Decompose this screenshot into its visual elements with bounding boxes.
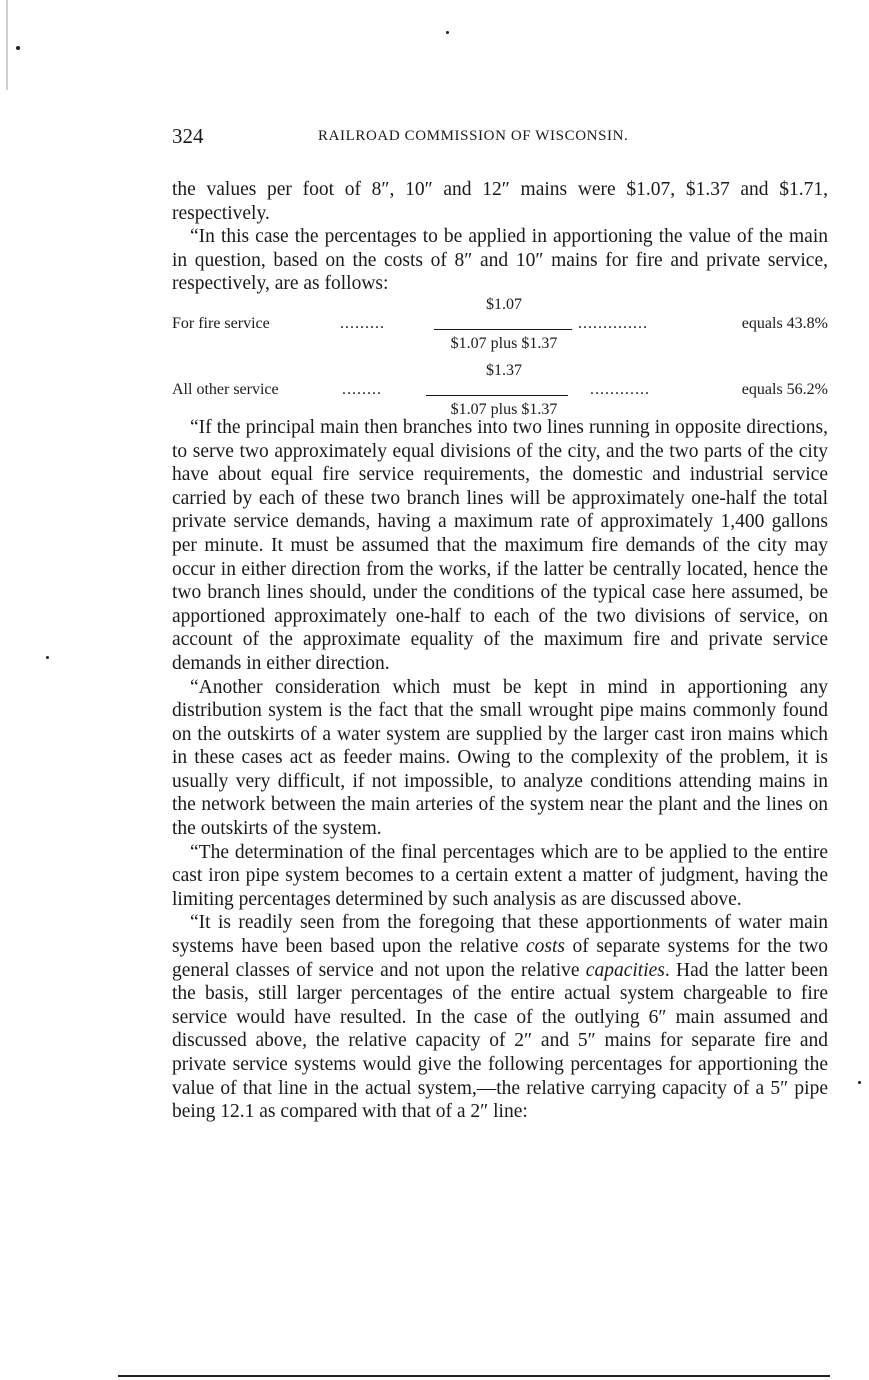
fraction-table (172, 295, 828, 418)
dot-leader: ............ (590, 380, 650, 398)
emphasis-capacities: capacities (585, 959, 665, 981)
page-header (172, 124, 828, 154)
paragraph: “The determination of the final percentages which are to be applied to the entire cast iron pipe system becomes to a certain extent a matter of judgment, having the limiting percentages determined by such analysis as are discussed above. (172, 841, 828, 910)
body-text (172, 178, 828, 1124)
fraction-numerator: $1.37 (486, 361, 522, 379)
paragraph-text: . Had the latter been the basis, still larger percentages of the entire actual system chargeable to fire service would have resulted. In the case of the outlying 6″ main assumed and discussed above, the relative capacity of 2″ and 5″ mains for separate fire and private service systems would give the following percentages for apportioning the value of that line in the actual system,—the relative carrying capacity of a 5″ pipe being 12.1 as compared with that of a 2″ line: (172, 959, 828, 1123)
scan-speck (16, 46, 20, 50)
fraction-result: equals 56.2% (741, 380, 828, 398)
fraction-bar (426, 395, 568, 396)
scan-speck (446, 31, 449, 34)
bottom-rule (118, 1375, 830, 1377)
scan-speck (858, 1081, 861, 1084)
dot-leader: .............. (578, 314, 648, 332)
running-head: RAILROAD COMMISSION OF WISCONSIN. (318, 128, 629, 144)
dot-leader: ........ (342, 380, 382, 398)
fraction-numerator: $1.07 (486, 295, 522, 313)
fraction-row-fire (172, 296, 828, 352)
paragraph: “In this case the percentages to be applied in apportioning the value of the main in question, based on the costs of 8″ and 10″ mains for fire and private service, respectively, are as follows: (172, 226, 828, 295)
fraction-result: equals 43.8% (741, 314, 828, 332)
page-number: 324 (172, 124, 204, 148)
dot-leader: ......... (340, 314, 385, 332)
emphasis-costs: costs (525, 936, 565, 958)
fraction-bar (434, 329, 572, 330)
paragraph-text: “It is readily seen from the foregoing that these apportionments of water main systems have been based upon the relative (172, 912, 828, 958)
paragraph: “Another consideration which must be kept in mind in apportioning any distribution system is the fact that the small wrought pipe mains commonly found on the outskirts of a water system are supplied by the larger cast iron mains which in these cases act as feeder mains. Owing to the complexity of the problem, it is usually very difficult, if not impossible, to analyze conditions attending mains in the network between the main arteries of the system near the plant and the lines on the outskirts of the system. (172, 676, 828, 840)
paragraph: the values per foot of 8″, 10″ and 12″ mains were $1.07, $1.37 and $1.71, respectively. (172, 179, 828, 224)
fraction-denominator: $1.07 plus $1.37 (450, 334, 558, 352)
paragraph-text: of separate systems for the two general classes of service and not upon the relative (172, 936, 828, 981)
scan-speck (46, 656, 49, 659)
fraction-row-other (172, 362, 828, 418)
paragraph (172, 911, 828, 1123)
fraction-denominator: $1.07 plus $1.37 (450, 400, 558, 418)
fraction-label: For fire service (172, 314, 270, 332)
paragraph: “If the principal main then branches into two lines running in opposite directions, to serve two approximately equal divisions of the city, and the two parts of the city have about equal fire service requirements, the domestic and industrial service carried by each of these two branch lines will be approximately one-half the total private service demands, having a maximum rate of approximately 1,400 gallons per minute. It must be assumed that the maximum fire demands of the city may occur in either direction from the works, if the latter be centrally located, hence the two branch lines should, under the conditions of the typical case here assumed, be apportioned approximately one-half to each of the two divisions of service, on account of the approximate equality of the maximum fire and private service demands in either direction. (172, 416, 828, 674)
fraction-label: All other service (172, 380, 279, 398)
scan-edge-mark (6, 0, 8, 90)
